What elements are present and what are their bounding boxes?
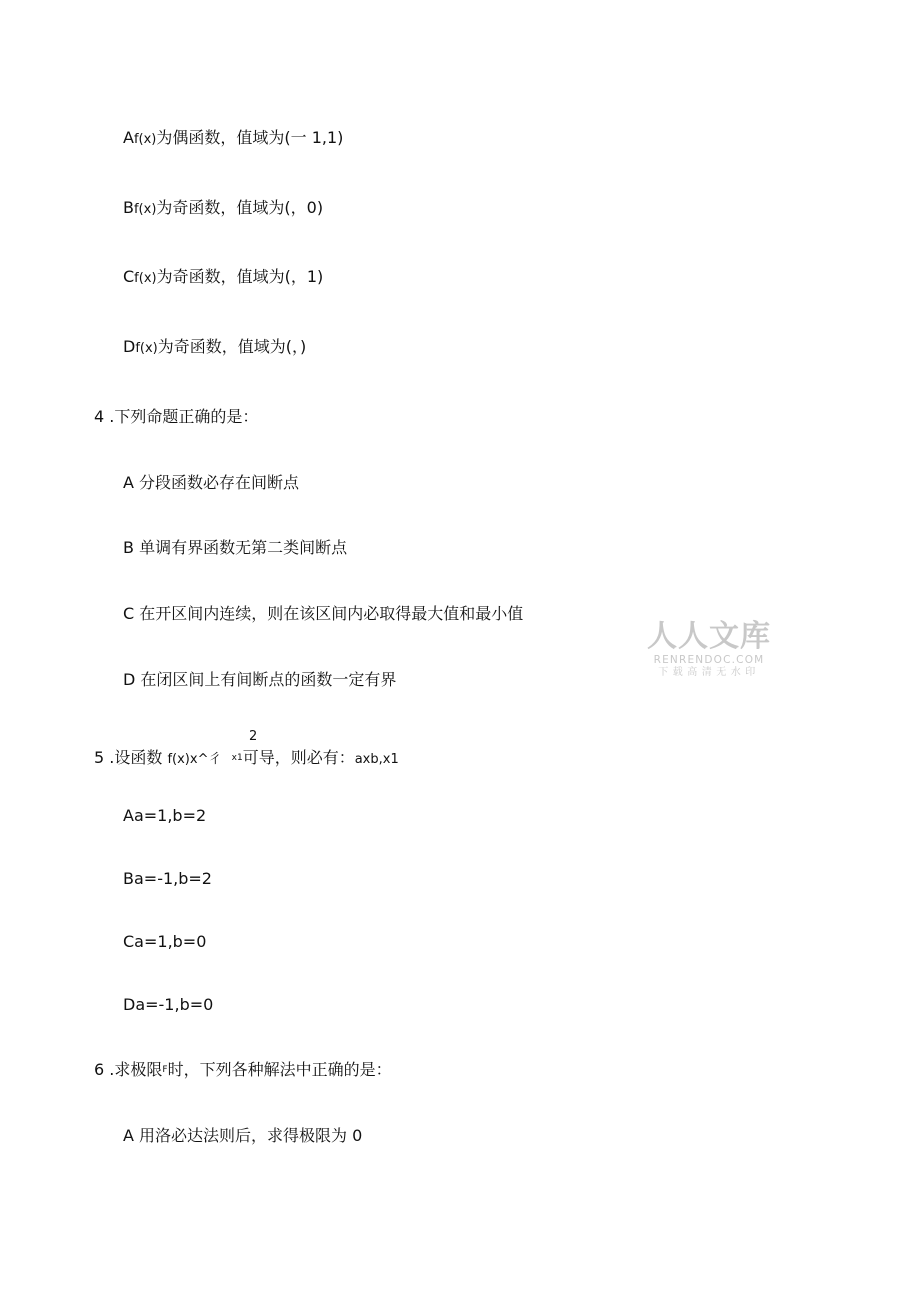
q3-option-d: Df(x)为奇函数，值域为(，)	[123, 337, 307, 356]
question-number: 4	[94, 407, 105, 426]
q4-option-d: D 在闭区间上有间断点的函数一定有界	[123, 670, 397, 689]
question-number: 6	[94, 1060, 105, 1079]
q5-option-c: Ca=1,b=0	[123, 932, 207, 951]
watermark-title: 人人文库	[647, 619, 771, 654]
q4-option-c: C 在开区间内连续，则在该区间内必取得最大值和最小值	[123, 604, 524, 623]
question-number: 5	[94, 748, 105, 767]
q5-option-d: Da=-1,b=0	[123, 995, 214, 1014]
q5-superscript: 2	[249, 729, 258, 744]
q5-option-a: Aa=1,b=2	[123, 806, 207, 825]
watermark-subtitle: 下载高清无水印	[658, 667, 760, 678]
q3-option-a: Af(x)为偶函数，值域为(一 1,1)	[123, 128, 344, 147]
q4-option-b: B 单调有界函数无第二类间断点	[123, 538, 348, 557]
q6-option-a: A 用洛必达法则后，求得极限为 0	[123, 1126, 363, 1145]
q5-formula: f(x)x^彳	[167, 752, 222, 767]
question-4-stem: 4 .下列命题正确的是：	[94, 407, 259, 426]
q4-option-a: A 分段函数必存在间断点	[123, 473, 300, 492]
question-6-stem: 6 .求极限F时，下列各种解法中正确的是：	[94, 1060, 392, 1079]
q3-option-b: Bf(x)为奇函数，值域为(，0)	[123, 198, 324, 217]
question-5-stem: 5 .设函数 f(x)x^彳 x1可导，则必有：axb,x1	[94, 748, 399, 767]
q5-option-b: Ba=-1,b=2	[123, 869, 212, 888]
watermark-url: RENRENDOC.COM	[653, 654, 765, 666]
watermark-logo	[646, 620, 772, 680]
q3-option-c: Cf(x)为奇函数，值域为(，1)	[123, 267, 324, 286]
